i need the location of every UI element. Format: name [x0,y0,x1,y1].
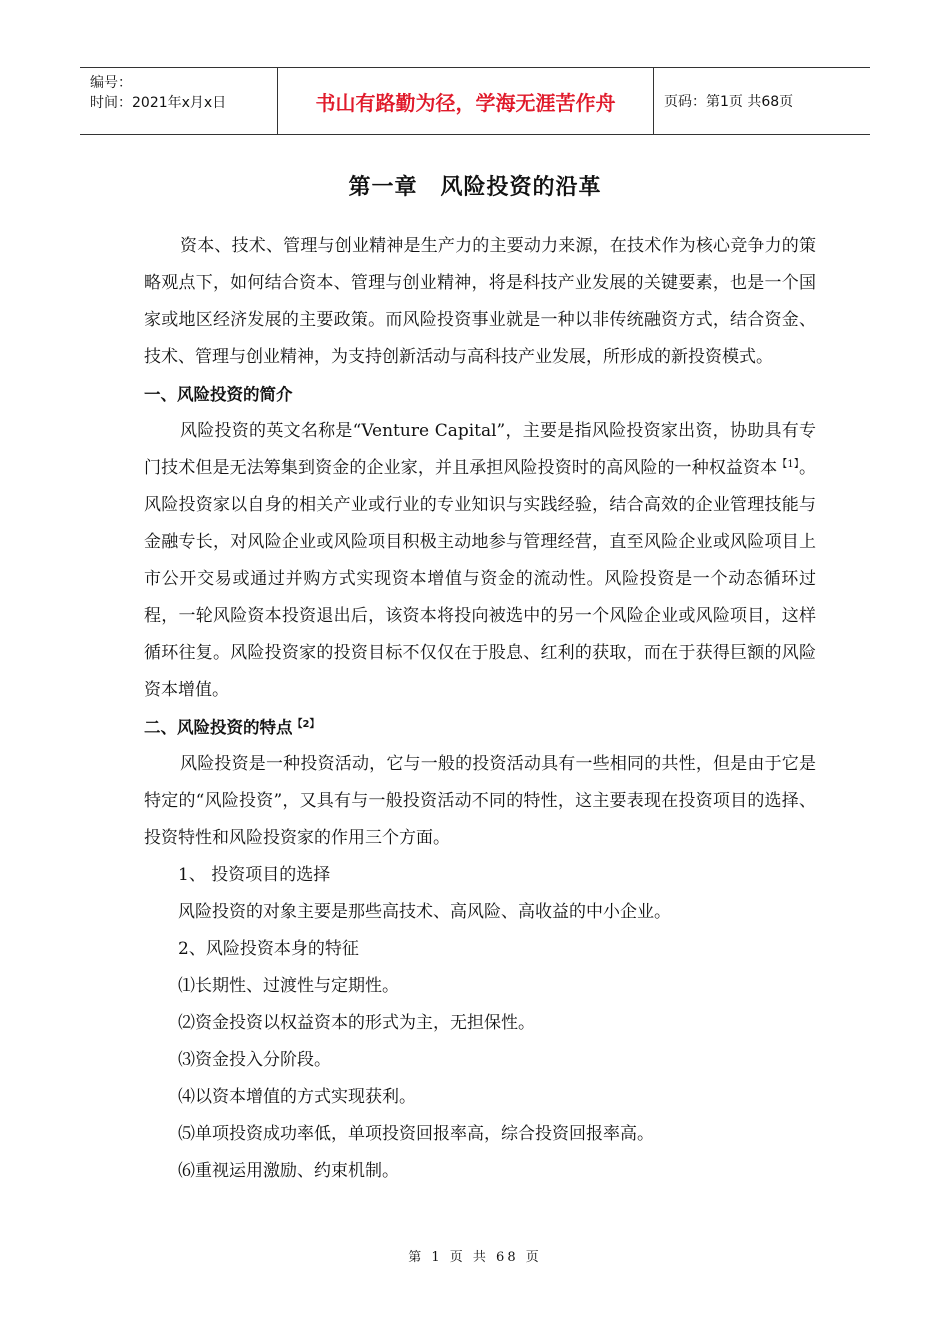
intro-paragraph: 资本、技术、管理与创业精神是生产力的主要动力来源，在技术作为核心竞争力的策略观点下，如何结合资本、管理与创业精神，将是科技产业发展的关键要素，也是一个国家或地区经济发展的主要政策。而风险投资事业就是一种以非传统融资方式，结合资金、技术、管理与创业精神，为支持创新活动与高科技产业发展，所形成的新投资模式。 [144,236,816,367]
subsection1-heading: 1、 投资项目的选择 [178,865,331,885]
list-item: ⑹重视运用激励、约束机制。 [178,1161,399,1181]
list-item: ⑵资金投资以权益资本的形式为主，无担保性。 [178,1013,535,1033]
reference-1: 【1】 [777,459,799,470]
section1-text-a: 风险投资的英文名称是“Venture Capital”，主要是指风险投资家出资，协助具有专门技术但是无法筹集到资金的企业家，并且承担风险投资时的高风险的一种权益资本 [144,421,816,478]
subsection2-heading: 2、风险投资本身的特征 [178,939,359,959]
subsection1-text: 风险投资的对象主要是那些高技术、高风险、高收益的中小企业。 [178,902,671,922]
page-footer: 第 1 页 共 68 页 [408,1250,542,1265]
header-motto: 书山有路勤为径，学海无涯苦作舟 [278,68,654,134]
date-label: 时间：2021年x月x日 [90,95,227,111]
page-header [80,67,870,135]
section1-text-b: 。风险投资家以自身的相关产业或行业的专业知识与实践经验，结合高效的企业管理技能与金融专长，对风险企业或风险项目积极主动地参与管理经营，直至风险企业或风险项目上市公开交易或通过并购方式实现资本增值与资金的流动性。风险投资是一个动态循环过程，一轮风险资本投资退出后，该资本将投向被选中的另一个风险企业或风险项目，这样循环往复。风险投资家的投资目标不仅仅在于股息、红利的获取，而在于获得巨额的风险资本增值。 [144,458,816,700]
section2-heading-text: 二、风险投资的特点 [144,718,293,737]
document-body [144,228,816,1190]
list-item: ⑴长期性、过渡性与定期性。 [178,976,399,996]
header-meta [80,68,278,134]
section1-paragraph [144,413,816,709]
section1-heading: 一、风险投资的简介 [144,385,293,404]
list-item: ⑸单项投资成功率低，单项投资回报率高，综合投资回报率高。 [178,1124,654,1144]
chapter-title: 第一章 风险投资的沿革 [348,175,602,200]
header-page-info: 页码：第1页 共68页 [664,94,794,110]
section2-heading [144,709,816,746]
list-item: ⑶资金投入分阶段。 [178,1050,331,1070]
section2-paragraph: 风险投资是一种投资活动，它与一般的投资活动具有一些相同的共性，但是由于它是特定的“风险投资”，又具有与一般投资活动不同的特性，这主要表现在投资项目的选择、投资特性和风险投资家的作用三个方面。 [144,754,816,848]
list-item: ⑷以资本增值的方式实现获利。 [178,1087,416,1107]
reference-2: 【2】 [292,719,320,730]
number-label: 编号： [90,75,132,91]
